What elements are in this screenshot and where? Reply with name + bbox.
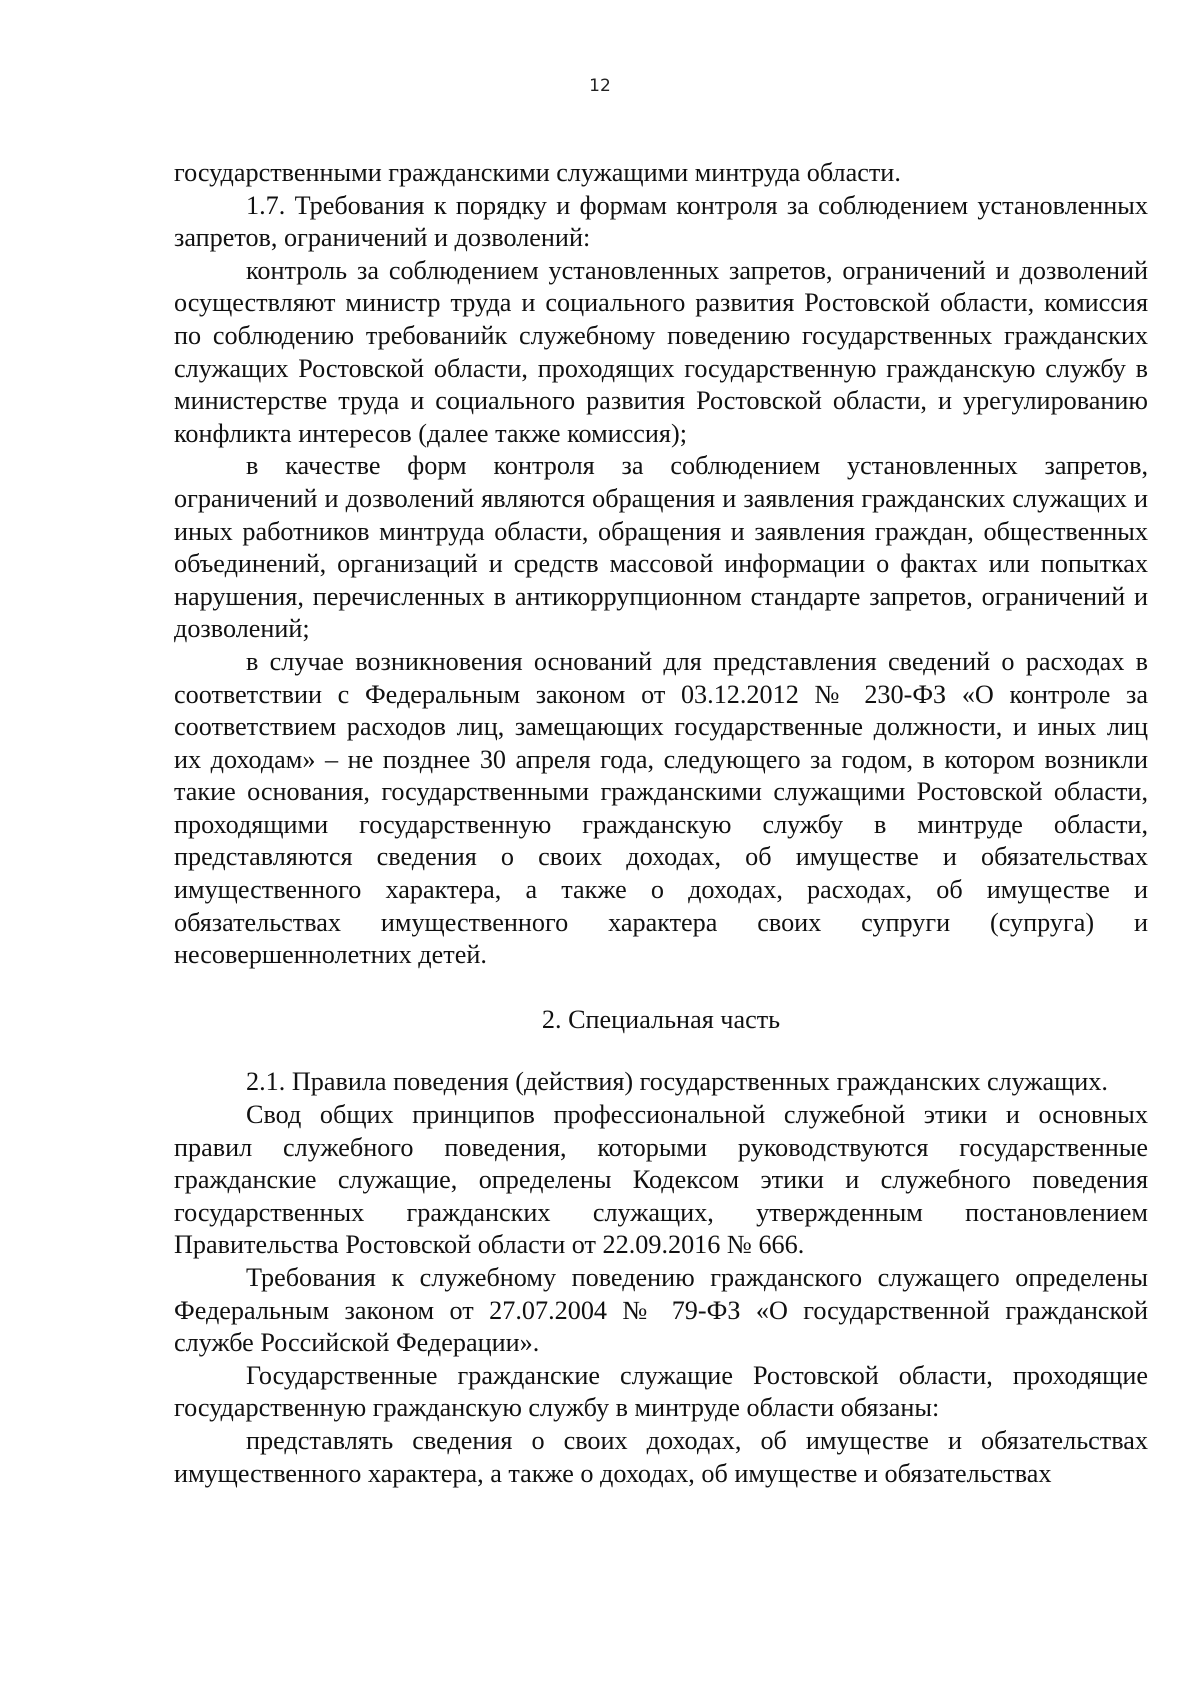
paragraph-obligations: Государственные гражданские служащие Ростовской области, проходящие государственную гражданскую службу в минтруде области обязаны: xyxy=(174,1360,1148,1423)
paragraph-control-bodies: контроль за соблюдением установленных запретов, ограничений и дозволений осуществляют министр труда и социального развития Ростовской области, комиссия по соблюдению требованийк служебному поведению государственных гражданских служащих Ростовской области, проходящих государственную гражданскую службу в министерстве труда и социального развития Ростовской области, и урегулированию конфликта интересов (далее также комиссия); xyxy=(174,255,1148,448)
paragraph-control-forms: в качестве форм контроля за соблюдением установленных запретов, ограничений и дозволений являются обращения и заявления гражданских служащих и иных работников минтруда области, обращения и заявления граждан, общественных объединений, организаций и средств массовой информации о фактах или попытках нарушения, перечисленных в антикоррупционном стандарте запретов, ограничений и дозволений; xyxy=(174,451,1148,644)
section-heading: 2. Специальная часть xyxy=(541,1004,781,1034)
paragraph-income-reporting: представлять сведения о своих доходах, об имуществе и обязательствах имущественного характера, а также о доходах, об имуществе и обязательствах xyxy=(174,1425,1148,1488)
paragraph-ethics-code: Свод общих принципов профессиональной служебной этики и основных правил служебного поведения, которыми руководствуются государственные гражданские служащие, определены Кодексом этики и служебного поведения государственных гражданских служащих, утвержденным постановлением Правительства Ростовской области от 22.09.2016 № 666. xyxy=(174,1100,1148,1260)
paragraph-continuation: государственными гражданскими служащими минтруда области. xyxy=(174,158,901,187)
paragraph-expense-reporting: в случае возникновения оснований для представления сведений о расходах в соответствии с Федеральным законом от 03.12.2012 № 230-ФЗ «О контроле за соответствием расходов лиц, замещающих государственные должности, и иных лиц их доходам» – не позднее 30 апреля года, следующего за годом, в котором возникли такие основания, государственными гражданскими служащими Ростовской области, проходящими государственную гражданскую службу в минтруде области, представляются сведения о своих доходах, об имуществе и обязательствах имущественного характера, а также о доходах, расходах, об имуществе и обязательствах имущественного характера своих супруги (супруга) и несовершеннолетних детей. xyxy=(174,646,1148,970)
document-body xyxy=(174,157,1148,1490)
paragraph-requirements-control: 1.7. Требования к порядку и формам контроля за соблюдением установленных запретов, ограничений и дозволений: xyxy=(174,190,1148,253)
paragraph-rules-heading: 2.1. Правила поведения (действия) государственных гражданских служащих. xyxy=(246,1067,1108,1097)
paragraph-federal-law: Требования к служебному поведению гражданского служащего определены Федеральным законом от 27.07.2004 № 79-ФЗ «О государственной гражданской службе Российской Федерации». xyxy=(174,1263,1148,1358)
page-number: 12 xyxy=(589,76,611,96)
